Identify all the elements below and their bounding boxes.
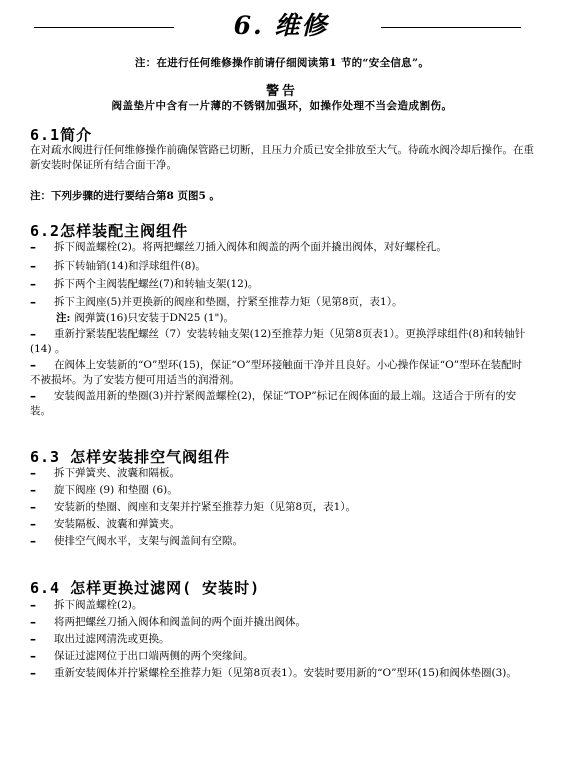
- header-rule-right: [381, 27, 521, 28]
- intro-paragraph: 在对疏水阀进行任何维修操作前确保管路已切断，且压力介质已安全排放至大气。待疏水阀冷却后操作。在重新安装时保证所有结合面干净。: [30, 144, 534, 171]
- list-item-text: 拆下阀盖螺栓(2)。将两把螺丝刀插入阀体和阀盖的两个面并撬出阀体，对好螺栓孔。: [54, 241, 447, 253]
- warning-title: 警告: [265, 84, 298, 99]
- dash-bullet: –: [30, 327, 36, 341]
- dash-bullet: –: [30, 632, 36, 646]
- dash-bullet: –: [30, 500, 36, 514]
- section-heading-6-2: 6.2怎样装配主阀组件: [30, 222, 189, 240]
- chapter-title: 6. 维修: [233, 11, 329, 40]
- list-item-text: 拆下两个主阀装配螺丝(7)和转轴支架(12)。: [54, 278, 259, 290]
- list-item: [30, 240, 530, 255]
- dash-bullet: –: [30, 534, 36, 548]
- subnote-text: 阀弹簧(16)只安装于DN25 (1")。: [74, 312, 234, 324]
- list-item-text: 重新拧紧装配装配螺丝（7）安装转轴支架(12)至推荐力矩（见第8页表1）。更换浮球组件(8)和转轴针(14) 。: [30, 328, 526, 355]
- dash-bullet: –: [30, 240, 36, 254]
- subnote-label: 注:: [56, 312, 71, 324]
- dash-bullet: –: [30, 598, 36, 612]
- list-item: [30, 615, 530, 630]
- safety-note: 注：在进行任何维修操作前请仔细阅读第1 节的“安全信息”。: [134, 57, 430, 69]
- list-item-text: 安装阀盖用新的垫圈(3)并拧紧阀盖螺栓(2)，保证“TOP”标记在阀体面的最上端。这适合于所有的安装。: [30, 390, 517, 417]
- list-item: [30, 517, 530, 532]
- list-item-text: 安装隔板、波囊和弹簧夹。: [54, 518, 180, 530]
- dash-bullet: –: [30, 259, 36, 273]
- list-item: [30, 666, 530, 681]
- dash-bullet: –: [30, 277, 36, 291]
- dash-bullet: –: [30, 389, 36, 403]
- list-item-text: 在阀体上安装新的“O”型环(15)，保证“O”型环接触面干净并且良好。小心操作保证“O”型环在装配时不被损坏。为了安装方便可用适当的润滑剂。: [30, 359, 523, 386]
- section-heading-6-4: 6.4 怎样更换过滤网( 安装时): [30, 579, 261, 597]
- spring-subnote: [56, 310, 234, 325]
- dash-bullet: –: [30, 649, 36, 663]
- list-item-text: 取出过滤网清洗或更换。: [54, 633, 170, 645]
- list-item: [30, 358, 530, 388]
- list-item: [30, 466, 530, 481]
- dash-bullet: –: [30, 666, 36, 680]
- chapter-header: [0, 6, 564, 42]
- section-heading-6-1: 6.1简介: [30, 126, 93, 144]
- list-item-text: 拆下阀盖螺栓(2)。: [54, 599, 143, 611]
- list-item: [30, 534, 530, 549]
- list-item: [30, 632, 530, 647]
- dash-bullet: –: [30, 358, 36, 372]
- list-item-text: 使排空气阀水平，支架与阀盖间有空隙。: [54, 535, 243, 547]
- list-item: [30, 277, 530, 292]
- list-item: [30, 649, 530, 664]
- list-item: [30, 598, 530, 613]
- list-item-text: 拆下弹簧夹、波囊和隔板。: [54, 467, 180, 479]
- dash-bullet: –: [30, 615, 36, 629]
- figure-note: 注：下列步骤的进行要结合第8 页图5 。: [30, 190, 220, 202]
- dash-bullet: –: [30, 466, 36, 480]
- dash-bullet: –: [30, 517, 36, 531]
- list-item-text: 将两把螺丝刀插入阀体和阀盖间的两个面并撬出阀体。: [54, 616, 306, 628]
- list-item-text: 重新安装阀体并拧紧螺栓至推荐力矩（见第8页表1）。安装时要用新的“O”型环(15)和阀体垫圈(3)。: [54, 667, 517, 679]
- list-item: [30, 259, 530, 274]
- section-heading-6-3: 6.3 怎样安装排空气阀组件: [30, 448, 231, 466]
- list-item-text: 保证过滤网位于出口端两侧的两个突缘间。: [54, 650, 254, 662]
- dash-bullet: –: [30, 295, 36, 309]
- list-item: [30, 389, 530, 419]
- list-item: [30, 483, 530, 498]
- header-rule-left: [34, 27, 174, 28]
- list-item: [30, 500, 530, 515]
- list-item-text: 拆下转轴销(14)和浮球组件(8)。: [54, 260, 206, 272]
- warning-text: 阀盖垫片中含有一片薄的不锈钢加强环，如操作处理不当会造成割伤。: [111, 100, 453, 112]
- list-item: [30, 295, 530, 310]
- list-item-text: 拆下主阀座(5)并更换新的阀座和垫圈，拧紧至推荐力矩（见第8页，表1）。: [54, 296, 403, 308]
- list-item-text: 旋下阀座 (9) 和垫圈 (6)。: [54, 484, 178, 496]
- list-item-text: 安装新的垫圈、阀座和支架并拧紧至推荐力矩（见第8页，表1）。: [54, 501, 357, 513]
- list-item: [30, 327, 530, 357]
- dash-bullet: –: [30, 483, 36, 497]
